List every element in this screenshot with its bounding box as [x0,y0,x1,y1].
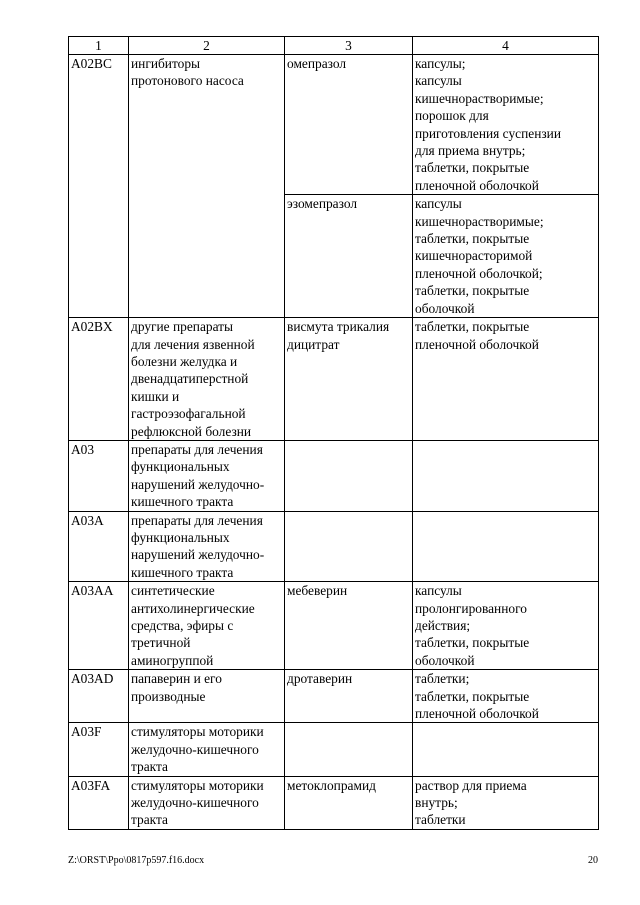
dosage-forms-cell [413,670,599,723]
atc-code-cell: A03AA [69,582,129,670]
dosage-forms-cell-line: таблетки [415,812,466,828]
substance-cell-line: дицитрат [287,336,340,352]
group-cell-line: кишечного тракта [131,564,234,580]
substance-cell-line: омепразол [287,56,347,71]
group-cell-line: стимуляторы моторики [131,724,264,740]
dosage-forms-cell-line: таблетки, покрытые [415,319,530,335]
group-cell-line: двенадцатиперстной [131,371,249,387]
column-header-1: 1 [69,37,129,55]
group-cell [129,511,285,582]
group-cell-line: стимуляторы моторики [131,777,264,793]
dosage-forms-cell-line: кишечнорастворимые; [415,90,544,106]
dosage-forms-cell-line: приготовления суспензии [415,125,561,141]
dosage-forms-cell-line: пролонгированного [415,600,527,616]
atc-code-cell: A03FA [69,776,129,829]
dosage-forms-cell-line: пленочной оболочкой; [415,265,543,281]
dosage-forms-cell-line: внутрь; [415,795,458,811]
table-body [69,55,599,830]
substance-cell [285,511,413,582]
dosage-forms-cell-line: таблетки, покрытые [415,160,530,176]
group-cell-line: функциональных [131,459,230,475]
dosage-forms-cell-line: пленочной оболочкой [415,177,539,193]
dosage-forms-cell-line: раствор для приема [415,777,527,793]
atc-code-cell: A03AD [69,670,129,723]
dosage-forms-cell-line: капсулы [415,73,462,89]
group-cell-line: производные [131,688,206,704]
group-cell-line: средства, эфиры с [131,618,234,633]
dosage-forms-cell-line: таблетки; [415,671,470,687]
group-cell-line: аминогруппой [131,652,214,668]
column-header-4: 4 [413,37,599,55]
group-cell-line: рефлюксной болезни [131,423,252,439]
column-header-3: 3 [285,37,413,55]
dosage-forms-cell [413,776,599,829]
dosage-forms-cell [413,582,599,670]
group-cell-line: ингибиторы [131,56,201,71]
atc-code-cell: A03 [69,440,129,511]
group-cell-line: антихолинергические [131,600,255,616]
dosage-forms-cell-line: действия; [415,618,471,633]
substance-cell [285,318,413,441]
substance-cell [285,723,413,776]
atc-code-cell: A03A [69,511,129,582]
substance-cell [285,670,413,723]
group-cell-line: препараты для лечения [131,512,263,528]
dosage-forms-cell-line: таблетки, покрытые [415,688,530,704]
dosage-forms-cell [413,318,599,441]
group-cell-line: кишечного тракта [131,494,234,510]
dosage-forms-cell [413,195,599,318]
dosage-forms-cell-line: для приема внутрь; [415,143,526,159]
substance-cell-line: эзомепразол [287,196,358,212]
dosage-forms-cell-line: капсулы; [415,56,466,71]
table-row [69,776,599,829]
dosage-forms-cell-line: капсулы [415,196,462,212]
atc-code-cell: A02BX [69,318,129,441]
table-row [69,440,599,511]
group-cell [129,776,285,829]
footer-page-number: 20 [588,855,598,866]
substance-cell [285,776,413,829]
group-cell-line: тракта [131,812,168,828]
dosage-forms-cell-line: оболочкой [415,652,475,668]
substance-cell [285,55,413,195]
drug-table [68,36,599,830]
substance-cell [285,440,413,511]
group-cell [129,55,285,318]
substance-cell [285,582,413,670]
dosage-forms-cell [413,723,599,776]
table-row [69,670,599,723]
table-row [69,582,599,670]
dosage-forms-cell-line: порошок для [415,108,489,124]
dosage-forms-cell [413,511,599,582]
group-cell-line: желудочно-кишечного [131,795,259,811]
group-cell [129,318,285,441]
dosage-forms-cell-line: таблетки, покрытые [415,635,530,651]
group-cell-line: препараты для лечения [131,441,263,457]
dosage-forms-cell-line: кишечнорастворимые; [415,213,544,229]
group-cell [129,670,285,723]
group-cell-line: кишки и [131,388,180,404]
table-row [69,511,599,582]
group-cell-line: тракта [131,759,168,775]
dosage-forms-cell-line: оболочкой [415,300,475,316]
group-cell-line: желудочно-кишечного [131,741,259,757]
dosage-forms-cell-line: таблетки, покрытые [415,283,530,299]
footer-file-path: Z:\ORST\Ppo\0817p597.f16.docx [68,855,205,866]
dosage-forms-cell-line: таблетки, покрытые [415,231,530,247]
group-cell-line: синтетические [131,583,215,599]
column-header-2: 2 [129,37,285,55]
dosage-forms-cell [413,55,599,195]
dosage-forms-cell [413,440,599,511]
substance-cell-line: метоклопрамид [287,777,376,793]
atc-code-cell: A03F [69,723,129,776]
group-cell-line: протонового насоса [131,73,244,89]
group-cell-line: нарушений желудочно- [131,547,265,563]
dosage-forms-cell-line: пленочной оболочкой [415,706,539,722]
dosage-forms-cell-line: пленочной оболочкой [415,336,539,352]
table-row [69,318,599,441]
group-cell-line: гастроэзофагальной [131,406,246,422]
table-row [69,55,599,195]
dosage-forms-cell-line: капсулы [415,583,462,599]
group-cell-line: другие препараты [131,319,234,335]
table-row [69,723,599,776]
group-cell-line: для лечения язвенной [131,336,255,352]
group-cell-line: болезни желудка и [131,353,238,369]
table-header-row [69,37,599,55]
group-cell-line: функциональных [131,529,230,545]
substance-cell-line: мебеверин [287,583,348,599]
group-cell [129,582,285,670]
substance-cell-line: висмута трикалия [287,319,390,335]
substance-cell-line: дротаверин [287,671,353,687]
group-cell [129,440,285,511]
group-cell [129,723,285,776]
dosage-forms-cell-line: кишечнорасторимой [415,248,533,264]
group-cell-line: третичной [131,635,191,651]
group-cell-line: папаверин и его [131,671,222,687]
substance-cell [285,195,413,318]
group-cell-line: нарушений желудочно- [131,476,265,492]
atc-code-cell: A02BC [69,55,129,318]
